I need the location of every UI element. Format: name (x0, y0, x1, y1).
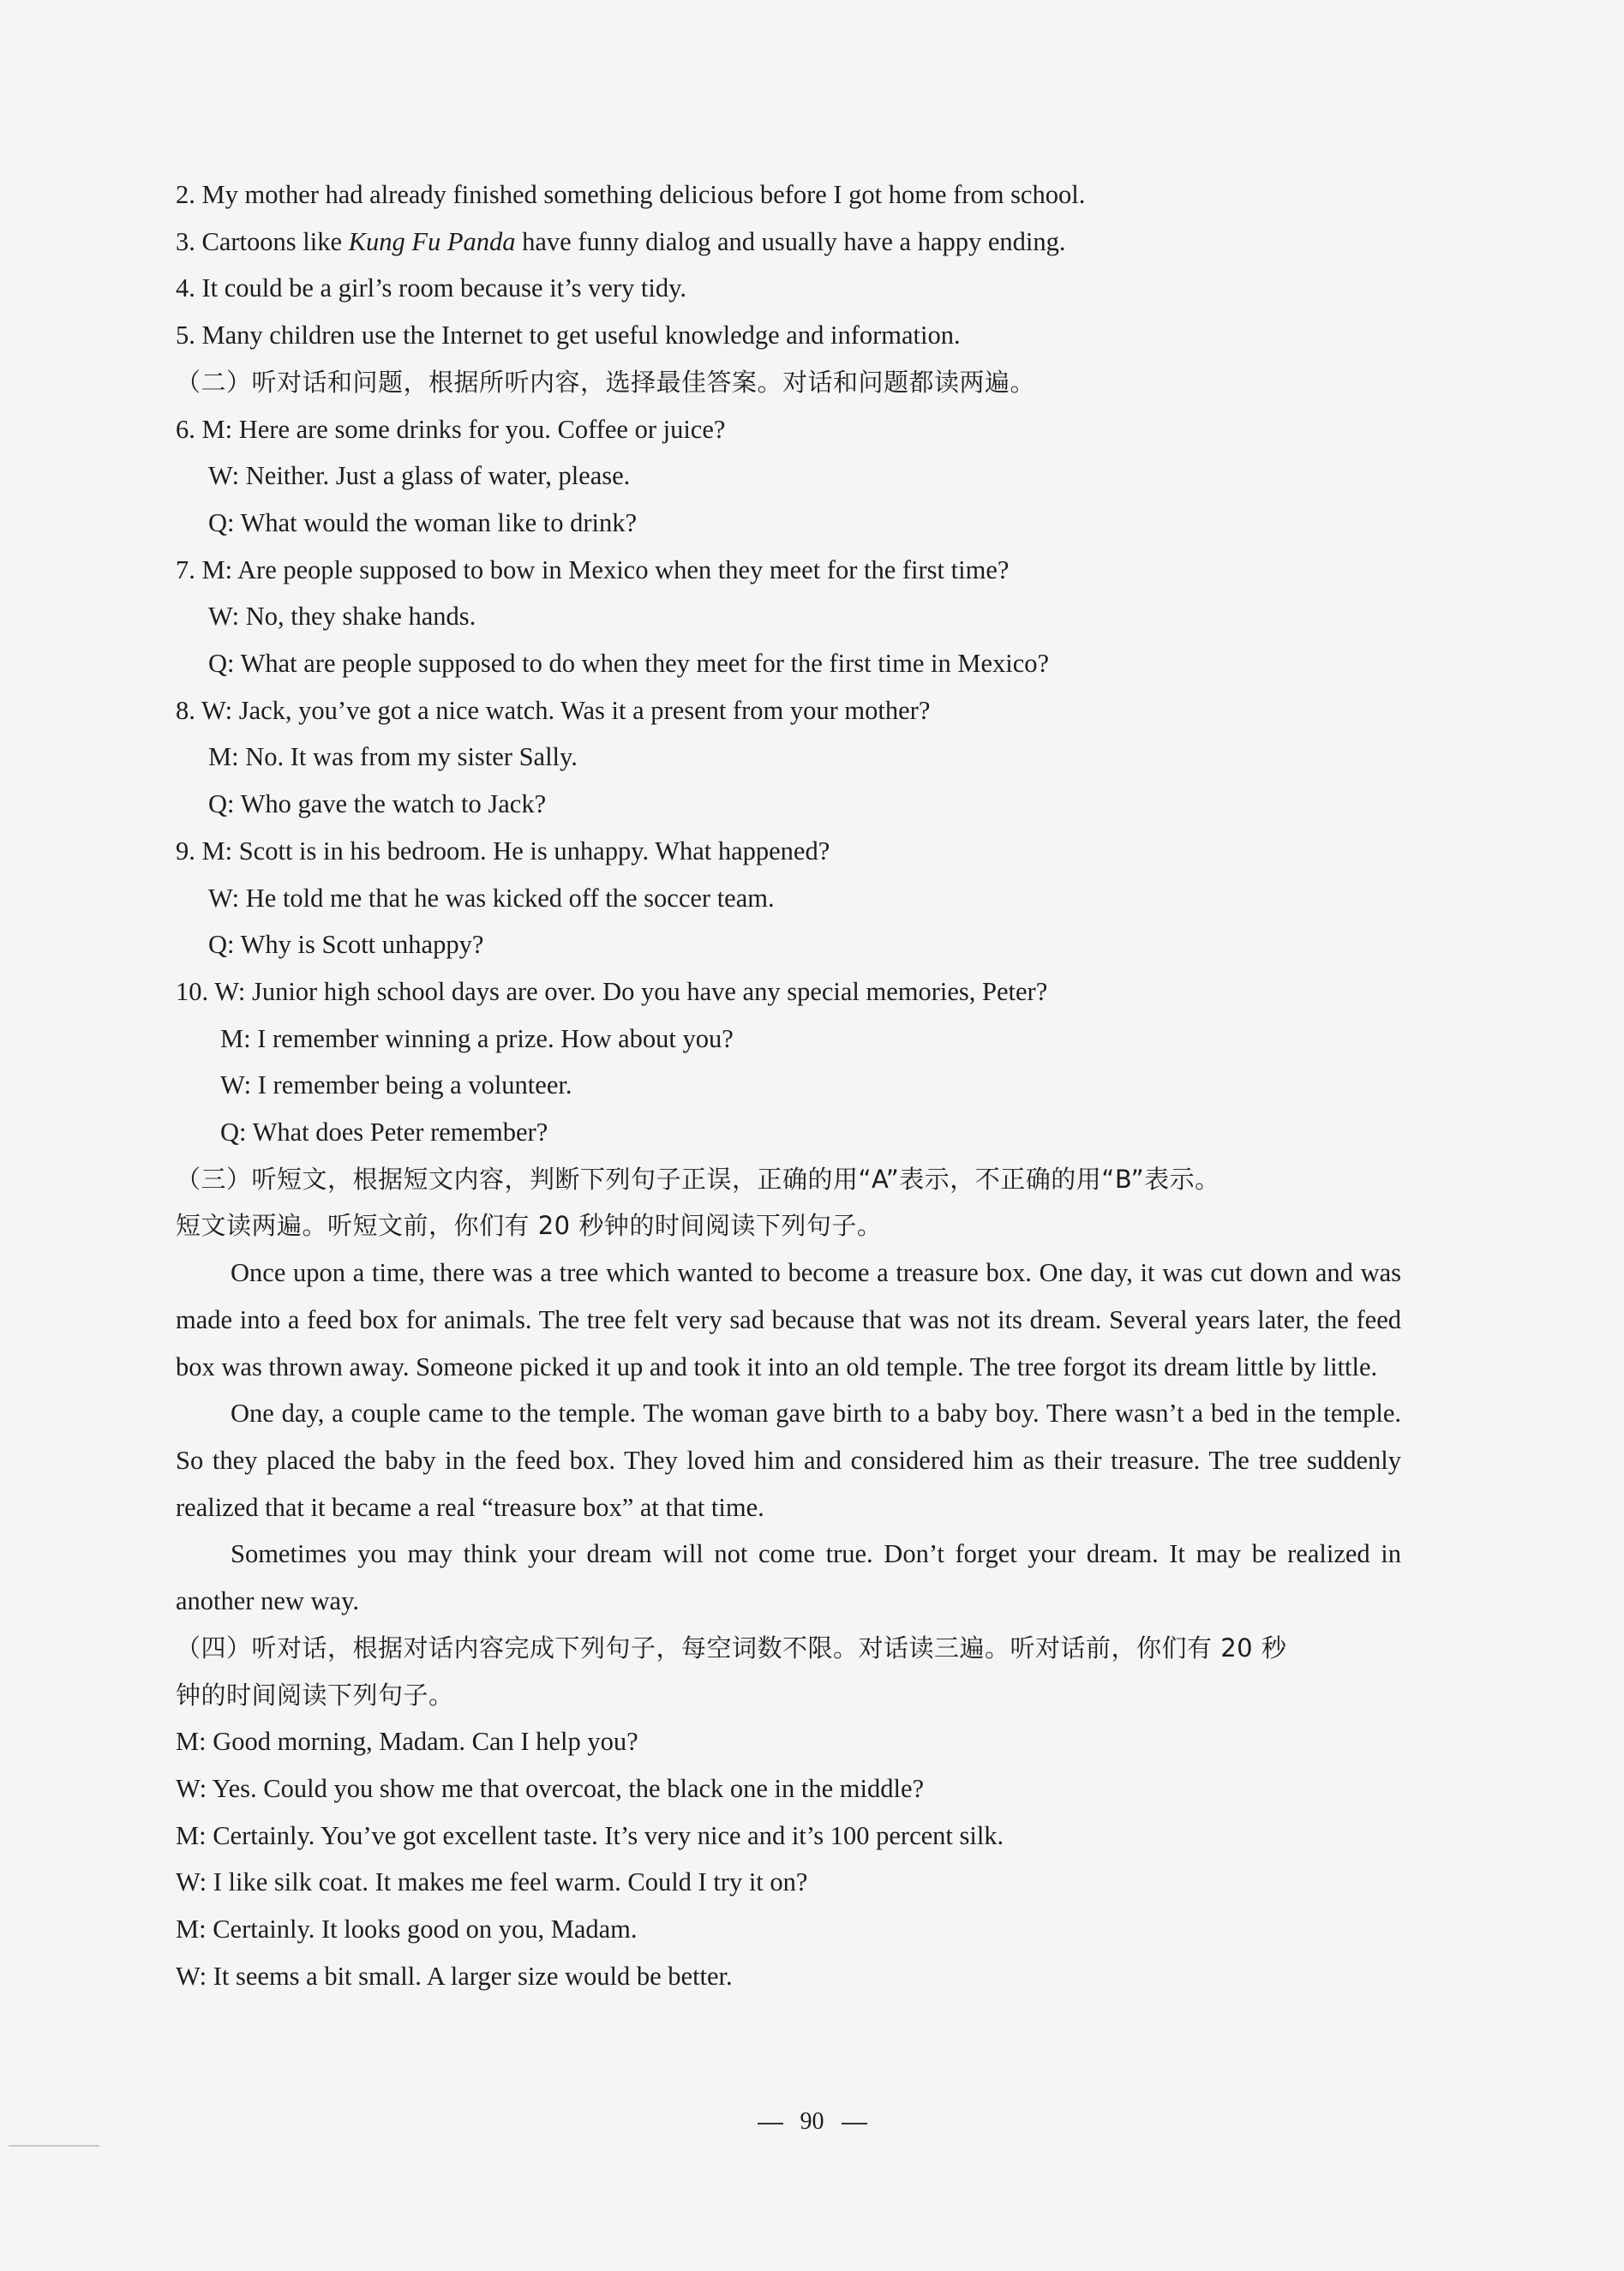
sentence-3 (176, 219, 1401, 266)
final-dialog-line-1: M: Good morning, Madam. Can I help you? (176, 1727, 638, 1757)
section-2-heading: （二）听对话和问题，根据所听内容，选择最佳答案。对话和问题都读两遍。 (176, 367, 1036, 397)
dialog-10-line-1: 10. W: Junior high school days are over. Do you have any special memories, Peter? (176, 976, 1048, 1006)
dialog-8-line-1: 8. W: Jack, you’ve got a nice watch. Was it a present from your mother? (176, 695, 931, 725)
section-4-heading-line-2: 钟的时间阅读下列句子。 (176, 1680, 454, 1710)
dialog-6-line-2: W: Neither. Just a glass of water, please. (208, 461, 631, 491)
final-dialog-line-5: M: Certainly. It looks good on you, Madam. (176, 1914, 638, 1944)
footer-dash-right (842, 2123, 867, 2124)
final-dialog-line-3: M: Certainly. You’ve got excellent taste. It’s very nice and it’s 100 percent silk. (176, 1820, 1004, 1850)
dialog-6-line-1: 6. M: Here are some drinks for you. Coffee or juice? (176, 414, 726, 444)
dialog-9-line-1: 9. M: Scott is in his bedroom. He is unhappy. What happened? (176, 836, 830, 866)
dialog-8-line-2: M: No. It was from my sister Sally. (208, 742, 578, 772)
sentence-5: 5. Many children use the Internet to get useful knowledge and information. (176, 321, 961, 351)
dialog-8-question: Q: Who gave the watch to Jack? (208, 789, 547, 819)
dialog-7-question: Q: What are people supposed to do when they meet for the first time in Mexico? (208, 649, 1050, 679)
section-3-heading-line-2: 短文读两遍。听短文前，你们有 20 秒钟的时间阅读下列句子。 (176, 1211, 883, 1241)
section-3-heading-line-1: （三）听短文，根据短文内容，判断下列句子正误，正确的用“A”表示，不正确的用“B”表示。 (176, 1164, 1220, 1194)
final-dialog-line-6: W: It seems a bit small. A larger size would be better. (176, 1961, 733, 1991)
dialog-9-line-2: W: He told me that he was kicked off the soccer team. (208, 883, 775, 913)
sentence-3-post: have funny dialog and usually have a happy ending. (515, 226, 1066, 256)
story-paragraph-3: Sometimes you may think your dream will not come true. Don’t forget your dream. It may be realized in another new way. (176, 1539, 1401, 1616)
footer-dash-left (758, 2123, 783, 2124)
dialog-9-question: Q: Why is Scott unhappy? (208, 930, 484, 960)
dialog-7-line-1: 7. M: Are people supposed to bow in Mexico when they meet for the first time? (176, 554, 1010, 584)
page-content (176, 171, 1401, 1999)
sentence-4: 4. It could be a girl’s room because it’s very tidy. (176, 273, 687, 303)
final-dialog-line-2: W: Yes. Could you show me that overcoat, the black one in the middle? (176, 1773, 925, 1803)
page-footer (0, 2108, 1624, 2136)
final-dialog-line-4: W: I like silk coat. It makes me feel warm. Could I try it on? (176, 1867, 808, 1897)
story-paragraph-2: One day, a couple came to the temple. The woman gave birth to a baby boy. There wasn’t a bed in the temple. So they placed the baby in the feed box. They loved him and considered him as their treasure. The tree suddenly realized that it became a real “treasure box” at that time. (176, 1399, 1401, 1522)
scan-edge-line (9, 2145, 99, 2147)
dialog-7-line-2: W: No, they shake hands. (208, 602, 476, 632)
sentence-2: 2. My mother had already finished something delicious before I got home from school. (176, 180, 1086, 209)
dialog-6-question: Q: What would the woman like to drink? (208, 507, 638, 537)
section-4-heading-line-1: （四）听对话，根据对话内容完成下列句子，每空词数不限。对话读三遍。听对话前，你们有 20 秒 (176, 1633, 1287, 1663)
page-number: 90 (800, 2108, 824, 2135)
movie-title: Kung Fu Panda (348, 226, 516, 256)
dialog-10-line-3: W: I remember being a volunteer. (220, 1070, 572, 1100)
dialog-10-question: Q: What does Peter remember? (220, 1118, 548, 1147)
sentence-3-pre: 3. Cartoons like (176, 226, 349, 256)
dialog-10-line-2: M: I remember winning a prize. How about you? (220, 1023, 734, 1053)
story-paragraph-1: Once upon a time, there was a tree which wanted to become a treasure box. One day, it was cut down and was made into a feed box for animals. The tree felt very sad because that was not its dream. Several years later, the feed box was thrown away. Someone picked it up and took it into an old temple. The tree forgot its dream little by little. (176, 1258, 1401, 1381)
